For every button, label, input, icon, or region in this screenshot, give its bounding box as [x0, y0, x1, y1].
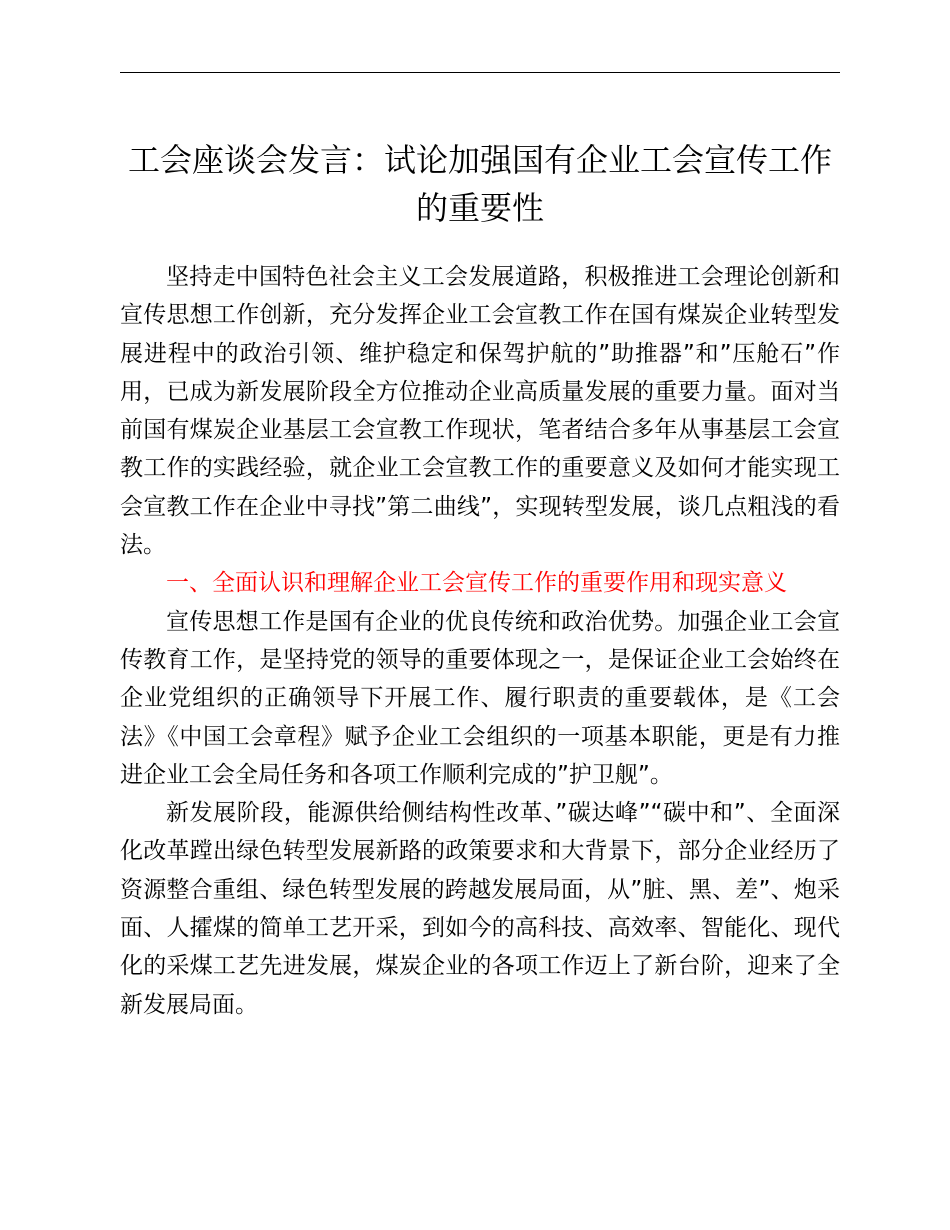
section-heading-1: 一、全面认识和理解企业工会宣传工作的重要作用和现实意义 — [166, 570, 787, 597]
intro-paragraph: 坚持走中国特色社会主义工会发展道路，积极推进工会理论创新和宣传思想工作创新，充分发挥企业工会宣教工作在国有煤炭企业转型发展进程中的政治引领、维护稳定和保驾护航的”助推器”和”压舱石”作用，已成为新发展阶段全方位推动企业高质量发展的重要力量。面对当前国有煤炭企业基层工会宣教工作现状，笔者结合多年从事基层工会宣教工作的实践经验，就企业工会宣教工作的重要意义及如何才能实现工会宣教工作在企业中寻找”第二曲线”，实现转型发展，谈几点粗浅的看法。 — [120, 264, 840, 559]
document-body — [120, 258, 840, 1024]
header-rule — [120, 72, 840, 73]
section-1-paragraph-2: 新发展阶段，能源供给侧结构性改革、”碳达峰”“碳中和”、全面深化改革蹚出绿色转型发展新路的政策要求和大背景下，部分企业经历了资源整合重组、绿色转型发展的跨越发展局面，从”脏、黑、差”、炮采面、人攉煤的简单工艺开采，到如今的高科技、高效率、智能化、现代化的采煤工艺先进发展，煤炭企业的各项工作迈上了新台阶，迎来了全新发展局面。 — [120, 800, 840, 1018]
section-1-paragraph-1: 宣传思想工作是国有企业的优良传统和政治优势。加强企业工会宣传教育工作，是坚持党的领导的重要体现之一，是保证企业工会始终在企业党组织的正确领导下开展工作、履行职责的重要载体，是《工会法》《中国工会章程》赋予企业工会组织的一项基本职能，更是有力推进企业工会全局任务和各项工作顺利完成的”护卫舰”。 — [120, 608, 840, 788]
document-title: 工会座谈会发言：试论加强国有企业工会宣传工作的重要性 — [127, 141, 832, 227]
